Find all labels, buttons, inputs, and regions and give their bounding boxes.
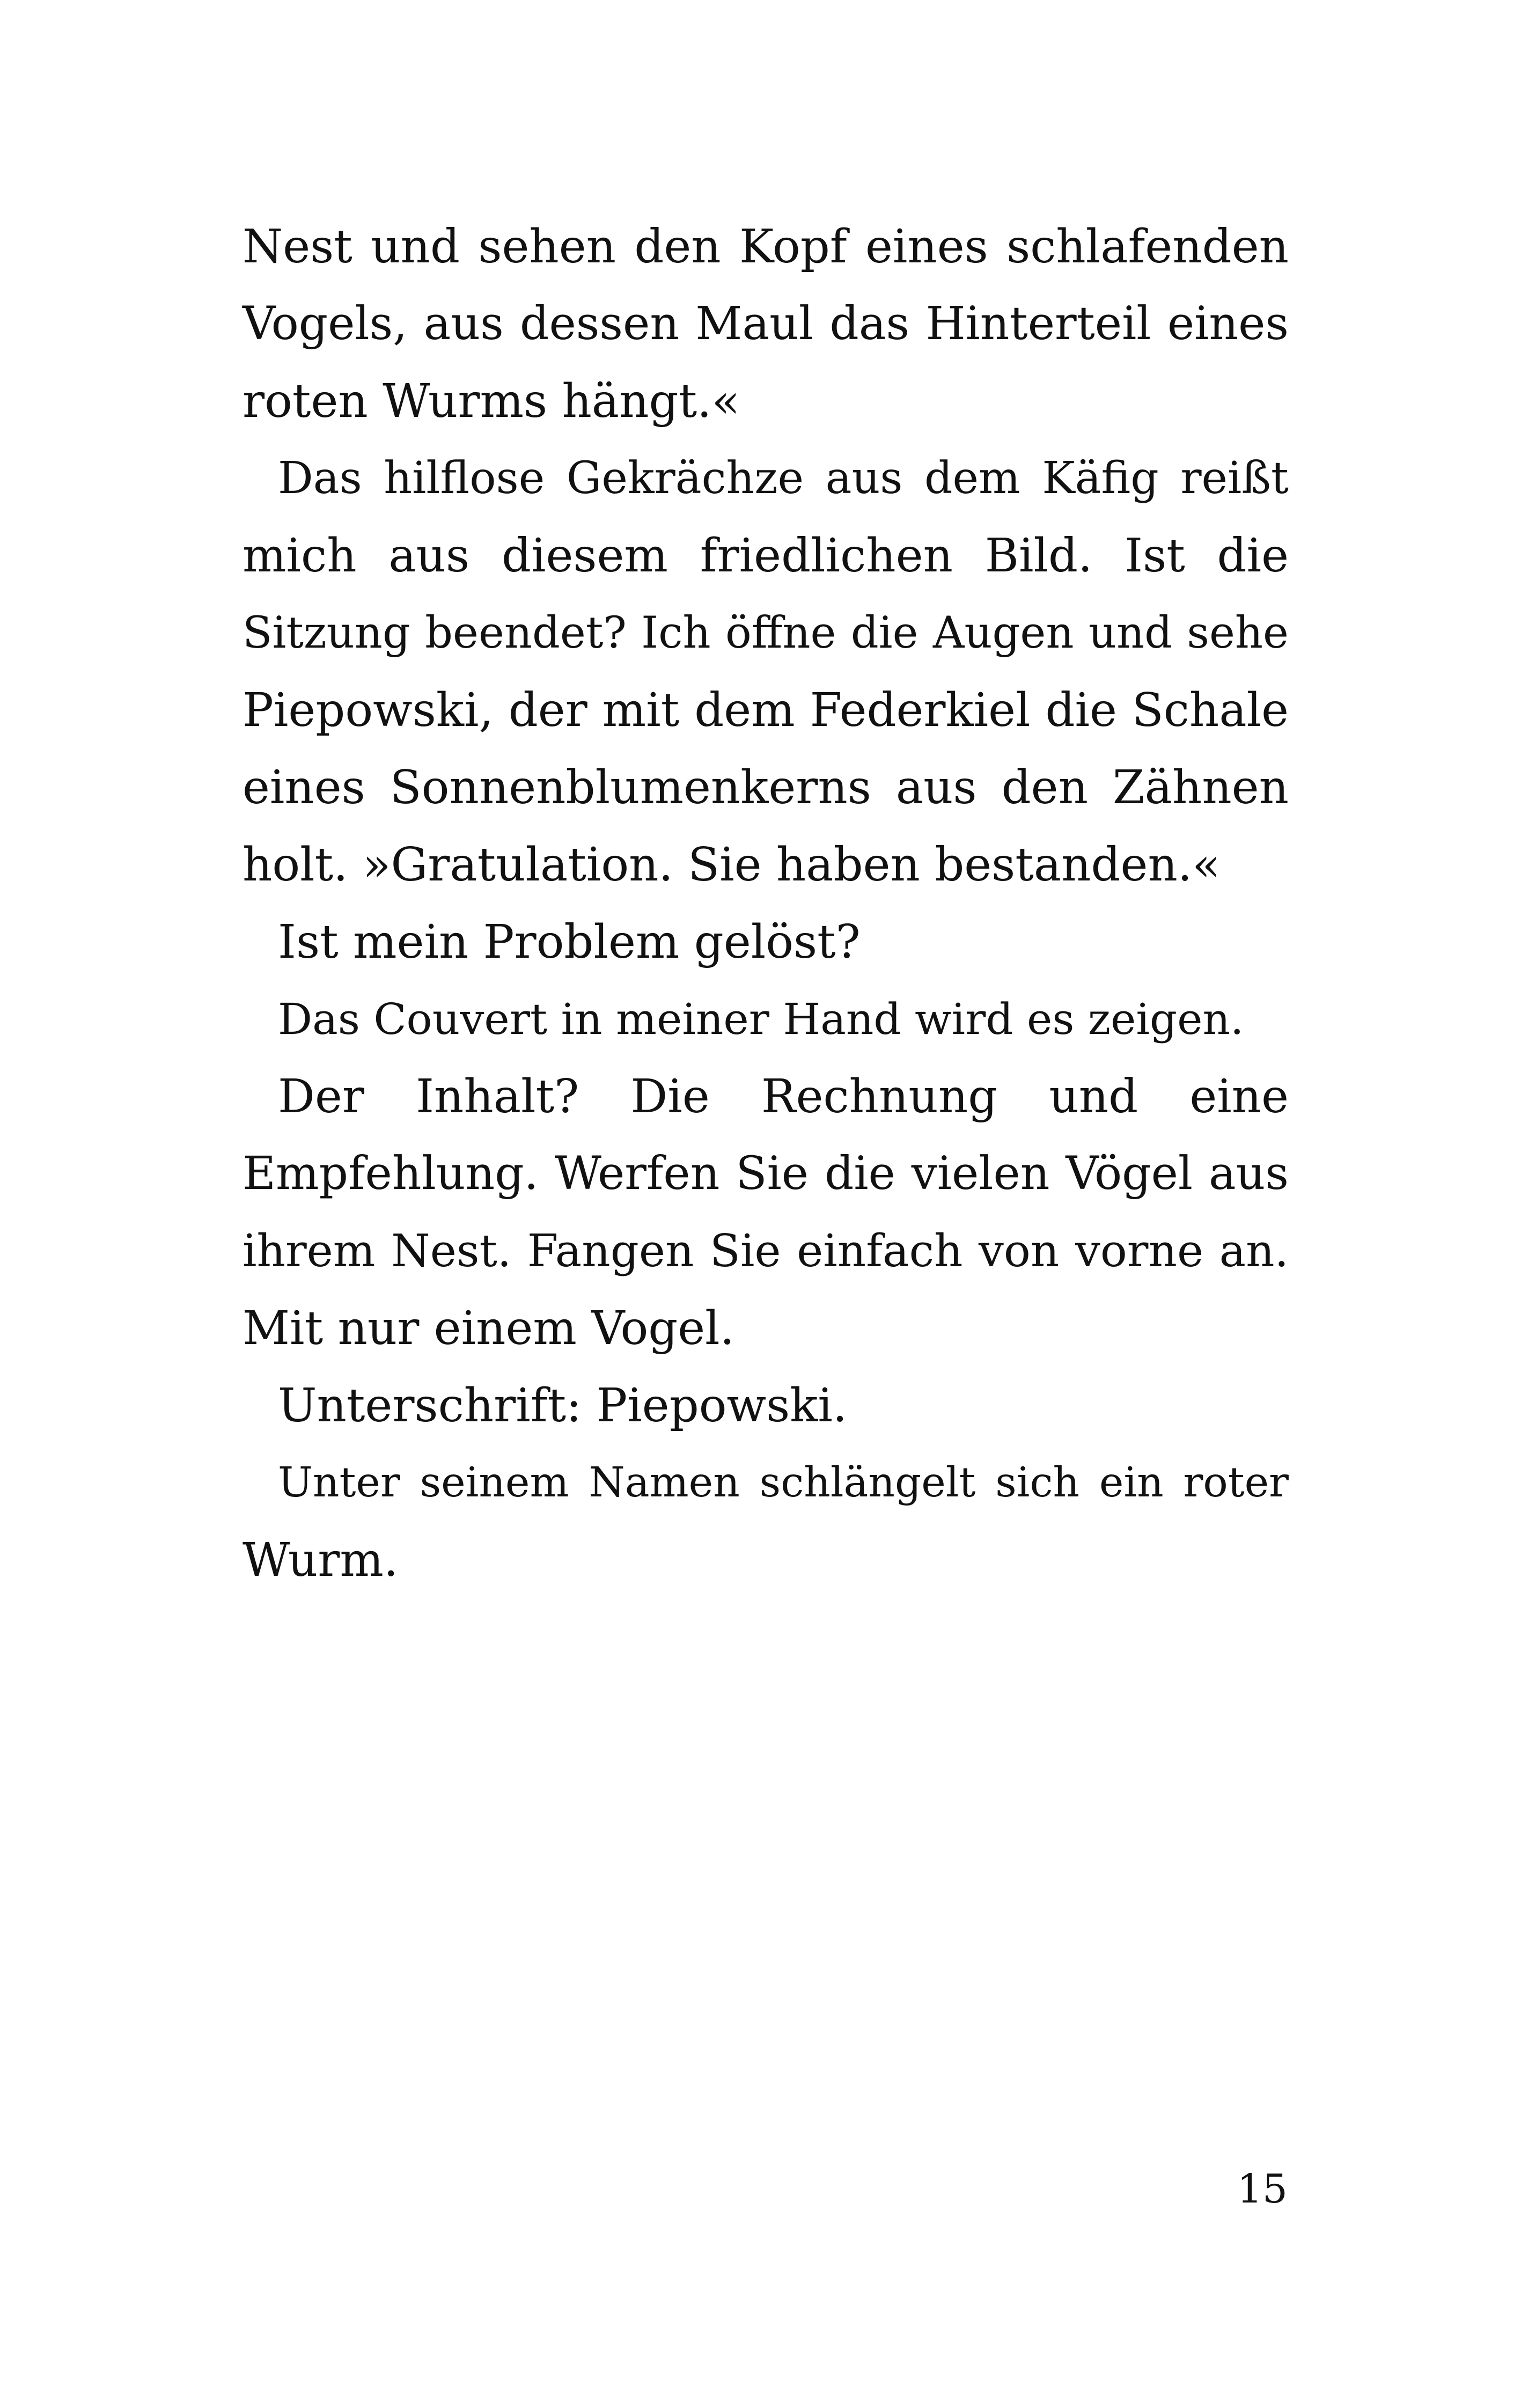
- text-line: Nest und sehen den Kopf eines schlafenden: [243, 220, 1289, 274]
- text-line: ihrem Nest. Fangen Sie einfach von vorne an.: [243, 1225, 1289, 1277]
- text-line: eines Sonnenblumenkerns aus den Zähnen: [243, 761, 1289, 814]
- text-line: Der Inhalt? Die Rechnung und eine: [278, 1070, 1289, 1124]
- text-line: Vogels, aus dessen Maul das Hinterteil eines: [243, 297, 1289, 350]
- text-line: Wurm.: [243, 1533, 399, 1587]
- text-line: Das hilflose Gekrächze aus dem Käfig reißt: [278, 453, 1289, 504]
- text-line: mich aus diesem friedlichen Bild. Ist die: [243, 529, 1289, 583]
- text-line: Piepowski, der mit dem Federkiel die Schale: [243, 684, 1289, 737]
- text-line: roten Wurms hängt.«: [243, 375, 740, 428]
- text-line: Das Couvert in meiner Hand wird es zeigen.: [278, 994, 1244, 1044]
- text-line: Unterschrift: Piepowski.: [278, 1379, 848, 1433]
- text-line: Unter seinem Namen schlängelt sich ein roter: [278, 1459, 1289, 1507]
- text-line: Mit nur einem Vogel.: [243, 1302, 735, 1355]
- text-line: holt. »Gratulation. Sie haben bestanden.«: [243, 838, 1221, 892]
- page-number: 15: [1237, 2166, 1288, 2212]
- text-line: Empfehlung. Werfen Sie die vielen Vögel aus: [243, 1147, 1289, 1200]
- text-line: Ist mein Problem gelöst?: [278, 915, 861, 969]
- body-text: [243, 208, 1289, 1599]
- text-line: Sitzung beendet? Ich öffne die Augen und sehe: [243, 608, 1289, 658]
